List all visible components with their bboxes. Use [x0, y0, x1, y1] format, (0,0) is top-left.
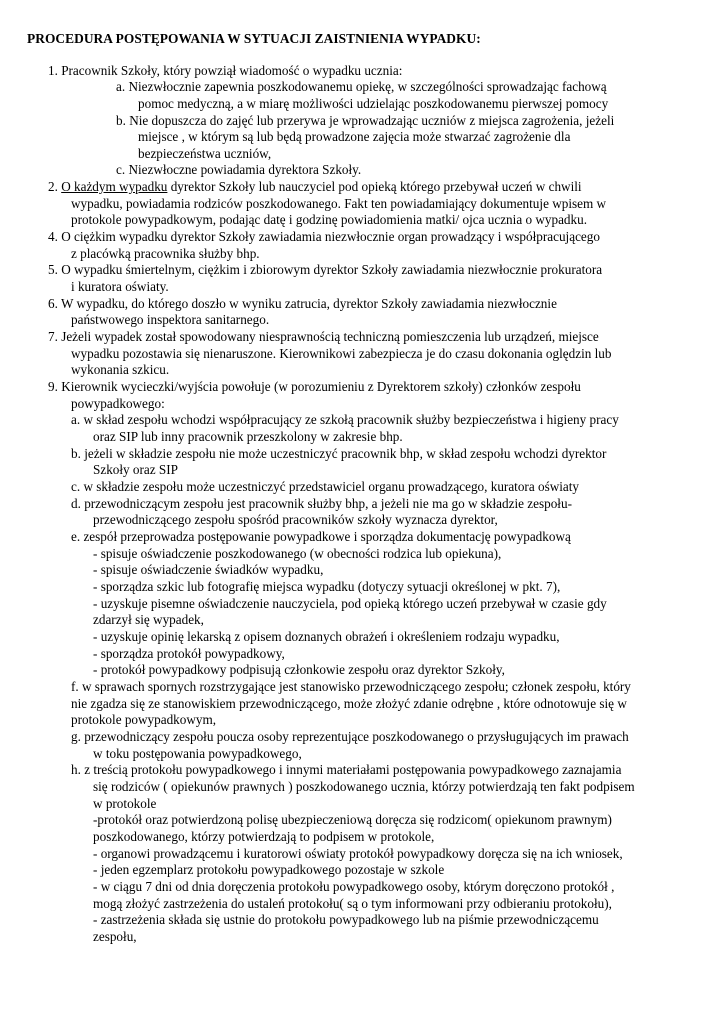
item-9a-line: oraz SIP lub inny pracownik przeszkolony w zakresie bhp.	[93, 429, 403, 444]
page-title: PROCEDURA POSTĘPOWANIA W SYTUACJI ZAISTNIENIA WYPADKU:	[27, 31, 481, 46]
item-9b-line: Szkoły oraz SIP	[93, 462, 178, 477]
item-9h-line: h. z treścią protokołu powypadkowego i innymi materiałami postępowania powypadkowego zaznajamia	[71, 762, 622, 777]
item-1a-line: a. Niezwłocznie zapewnia poszkodowanemu opiekę, w szczególności sprowadzając fachową	[116, 79, 607, 94]
item-5-line: 5. O wypadku śmiertelnym, ciężkim i zbiorowym dyrektor Szkoły zawiadamia niezwłocznie prokuratora	[48, 262, 603, 277]
item-9e-bullet: zdarzył się wypadek,	[93, 612, 204, 627]
item-9f-line: f. w sprawach spornych rozstrzygające jest stanowisko przewodniczącego zespołu; członek zespołu, który	[71, 679, 631, 694]
item-2-line	[48, 179, 582, 196]
item-9e-bullet: - uzyskuje pisemne oświadczenie nauczyciela, pod opieką którego uczeń przebywał w czasie gdy	[93, 596, 607, 611]
item-9-line: powypadkowego:	[71, 396, 165, 411]
item-6-line: państwowego inspektora sanitarnego.	[71, 312, 270, 327]
item-9e-bullet: - spisuje oświadczenie poszkodowanego (w obecności rodzica lub opiekuna),	[93, 546, 502, 561]
item-1c-line: c. Niezwłoczne powiadamia dyrektora Szkoły.	[116, 162, 362, 177]
item-9e-bullet: - uzyskuje opinię lekarską z opisem doznanych obrażeń i określeniem rodzaju wypadku,	[93, 629, 560, 644]
item-4-line: z placówką pracownika służby bhp.	[71, 246, 260, 261]
item-9f-line: nie zgadza się ze stanowiskiem przewodniczącego, może złożyć zdanie odrębne , które odnotowuje się w	[71, 696, 627, 711]
item-9b-line: b. jeżeli w składzie zespołu nie może uczestniczyć pracownik bhp, w skład zespołu wchodzi dyrektor	[71, 446, 607, 461]
item-2-line: wypadku, powiadamia rodziców poszkodowanego. Fakt ten powiadamiający dokumentuje wpisem w	[71, 196, 607, 211]
item-9a-line: a. w skład zespołu wchodzi współpracujący ze szkołą pracownik służby bezpieczeństwa i higieny pracy	[71, 412, 619, 427]
item-9h-bullet: - w ciągu 7 dni od dnia doręczenia protokołu powypadkowego osoby, którym doręczono protokół ,	[93, 879, 615, 894]
item-4-line: 4. O ciężkim wypadku dyrektor Szkoły zawiadamia niezwłocznie organ prowadzący i współpracującego	[48, 229, 600, 244]
item-9h-line: się rodziców ( opiekunów prawnych ) poszkodowanego ucznia, którzy potwierdzają ten fakt podpisem	[93, 779, 635, 794]
item-9h-bullet: poszkodowanego, którzy potwierdzają to podpisem w protokole,	[93, 829, 435, 844]
item-9-line: 9. Kierownik wycieczki/wyjścia powołuje (w porozumieniu z Dyrektorem szkoły) członków zespołu	[48, 379, 581, 394]
item-1b-line: bezpieczeństwa uczniów,	[138, 146, 272, 161]
item-2-underlined: O każdym wypadku	[61, 179, 168, 194]
item-7-line: wypadku pozostawia się nienaruszone. Kierownikowi zabezpiecza je do czasu dokonania oględzin lub	[71, 346, 612, 361]
item-9h-bullet: -protokół oraz potwierdzoną polisę ubezpieczeniową doręcza się rodzicom( opiekunom prawnym)	[93, 812, 612, 827]
item-1b-line: b. Nie dopuszcza do zajęć lub przerywa je wprowadzając uczniów z miejsca zagrożenia, jeżeli	[116, 113, 615, 128]
item-2-line: protokole powypadkowym, podając datę i godzinę powiadomienia matki/ ojca ucznia o wypadku.	[71, 212, 587, 227]
item-9h-bullet: - zastrzeżenia składa się ustnie do protokołu powypadkowego lub na piśmie przewodniczącemu	[93, 912, 599, 927]
item-9e-bullet: - protokół powypadkowy podpisują członkowie zespołu oraz dyrektor Szkoły,	[93, 662, 505, 677]
item-9h-bullet: mogą złożyć zastrzeżenia do ustaleń protokołu( są o tym informowani przy odbieraniu protokołu),	[93, 896, 612, 911]
item-1a-line: pomoc medyczną, a w miarę możliwości udzielając poszkodowanemu pierwszej pomocy	[138, 96, 609, 111]
item-2-prefix: 2.	[48, 179, 62, 194]
item-5-line: i kuratora oświaty.	[71, 279, 169, 294]
item-9h-bullet: - jeden egzemplarz protokołu powypadkowego pozostaje w szkole	[93, 862, 445, 877]
item-9h-bullet: - organowi prowadzącemu i kuratorowi oświaty protokół powypadkowy doręcza się na ich wniosek,	[93, 846, 623, 861]
item-7-line: 7. Jeżeli wypadek został spowodowany niesprawnością techniczną pomieszczenia lub urządzeń, miejsce	[48, 329, 599, 344]
item-9e-line: e. zespół przeprowadza postępowanie powypadkowe i sporządza dokumentację powypadkową	[71, 529, 571, 544]
item-9e-bullet: - sporządza szkic lub fotografię miejsca wypadku (dotyczy sytuacji określonej w pkt. 7),	[93, 579, 561, 594]
item-9h-bullet: zespołu,	[93, 929, 137, 944]
item-9e-bullet: - spisuje oświadczenie świadków wypadku,	[93, 562, 324, 577]
item-7-line: wykonania szkicu.	[71, 362, 170, 377]
item-9f-line: protokole powypadkowym,	[71, 712, 217, 727]
item-9e-bullet: - sporządza protokół powypadkowy,	[93, 646, 285, 661]
item-6-line: 6. W wypadku, do którego doszło w wyniku zatrucia, dyrektor Szkoły zawiadamia niezwłocznie	[48, 296, 557, 311]
item-9h-line: w protokole	[93, 796, 157, 811]
item-9g-line: w toku postępowania powypadkowego,	[93, 746, 302, 761]
item-9d-line: przewodniczącego zespołu spośród pracowników szkoły wyznacza dyrektor,	[93, 512, 498, 527]
item-9c-line: c. w składzie zespołu może uczestniczyć przedstawiciel organu prowadzącego, kuratora oświaty	[71, 479, 579, 494]
item-2-rest: dyrektor Szkoły lub nauczyciel pod opieką którego przebywał uczeń w chwili	[167, 179, 582, 194]
item-9g-line: g. przewodniczący zespołu poucza osoby reprezentujące poszkodowanego o przysługujących im prawach	[71, 729, 629, 744]
item-1-line: 1. Pracownik Szkoły, który powziął wiadomość o wypadku ucznia:	[48, 63, 403, 78]
item-9d-line: d. przewodniczącym zespołu jest pracownik służby bhp, a jeżeli nie ma go w składzie zespołu-	[71, 496, 572, 511]
item-1b-line: miejsce , w którym są lub będą prowadzone zajęcia może stwarzać zagrożenie dla	[138, 129, 571, 144]
